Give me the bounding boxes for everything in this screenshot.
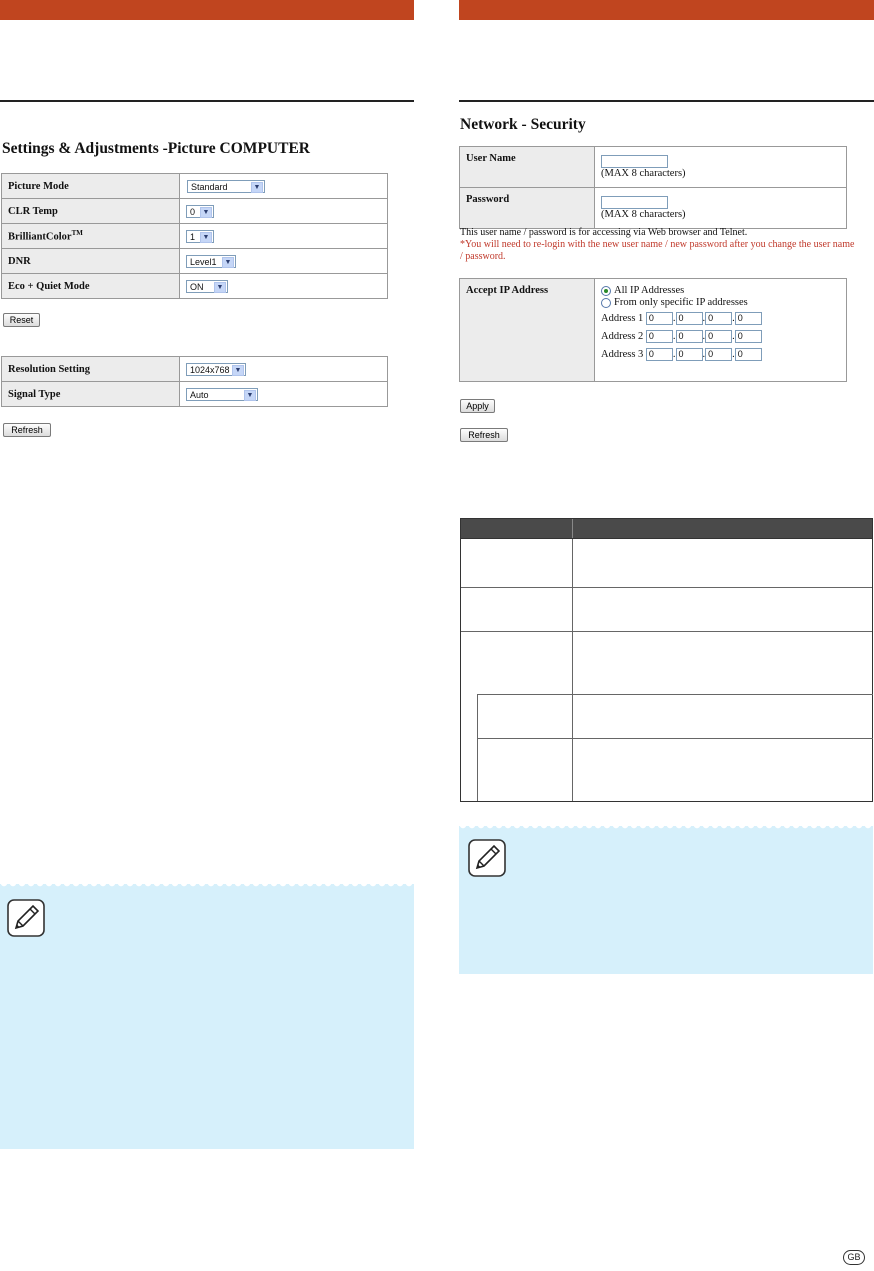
- eco-quiet-select[interactable]: ON ▼: [186, 280, 228, 293]
- chevron-down-icon: ▼: [200, 232, 212, 243]
- settings-table-header: [460, 518, 873, 539]
- picture-settings-table: [1, 173, 388, 299]
- left-divider: [0, 100, 414, 102]
- refresh-button-left[interactable]: Refresh: [3, 423, 51, 437]
- security-section-title: Network - Security: [460, 116, 586, 133]
- address-3-octet-3[interactable]: 0: [705, 348, 732, 361]
- clr-temp-label: CLR Temp: [2, 199, 180, 224]
- address-1-octet-1[interactable]: 0: [646, 312, 673, 325]
- left-header-bar: [0, 0, 414, 20]
- table-row: [2, 174, 388, 199]
- chevron-down-icon: ▼: [251, 182, 263, 193]
- password-hint: (MAX 8 characters): [601, 209, 686, 220]
- table-row: [2, 224, 388, 249]
- resolution-select[interactable]: 1024x768 ▼: [186, 363, 246, 376]
- credentials-table: [459, 146, 847, 229]
- address-3-octet-4[interactable]: 0: [735, 348, 762, 361]
- picture-mode-label: Picture Mode: [2, 174, 180, 199]
- right-note-box: [459, 826, 873, 974]
- clr-temp-select[interactable]: 0 ▼: [186, 205, 214, 218]
- signal-type-select[interactable]: Auto ▼: [186, 388, 258, 401]
- right-header-bar: [459, 0, 874, 20]
- radio-all-ip[interactable]: All IP Addresses: [601, 285, 840, 297]
- dnr-label: DNR: [2, 249, 180, 274]
- table-row: [2, 249, 388, 274]
- chevron-down-icon: ▼: [214, 282, 226, 293]
- signal-type-label: Signal Type: [2, 382, 180, 407]
- address-3-octet-2[interactable]: 0: [676, 348, 703, 361]
- password-label: Password: [460, 188, 595, 229]
- pencil-note-icon: [467, 838, 507, 878]
- address-2-octet-1[interactable]: 0: [646, 330, 673, 343]
- table-row: [460, 279, 847, 382]
- table-row: [460, 188, 847, 229]
- accept-ip-label: Accept IP Address: [460, 279, 595, 382]
- relogin-warning-text: *You will need to re-login with the new user name / new password after you change the user name / password.: [460, 239, 855, 262]
- user-name-hint: (MAX 8 characters): [601, 168, 686, 179]
- chevron-down-icon: ▼: [200, 207, 212, 218]
- user-name-input[interactable]: [601, 155, 668, 168]
- picture-mode-select[interactable]: Standard ▼: [187, 180, 265, 193]
- address-2-octet-4[interactable]: 0: [735, 330, 762, 343]
- chevron-down-icon: ▼: [244, 390, 256, 401]
- settings-table-body: [460, 539, 873, 802]
- address-row-3: Address 3 0 . 0 . 0 . 0: [601, 348, 840, 363]
- brilliantcolor-label: BrilliantColor™: [2, 224, 180, 249]
- table-row: [2, 199, 388, 224]
- chevron-down-icon: ▼: [232, 365, 244, 376]
- table-row: [2, 274, 388, 299]
- address-3-octet-1[interactable]: 0: [646, 348, 673, 361]
- accept-ip-table: [459, 278, 847, 382]
- password-input[interactable]: [601, 196, 668, 209]
- address-row-1: Address 1 0 . 0 . 0 . 0: [601, 312, 840, 327]
- region-badge: GB: [843, 1250, 865, 1265]
- radio-specific-ip[interactable]: From only specific IP addresses: [601, 297, 840, 309]
- dnr-select[interactable]: Level1 ▼: [186, 255, 236, 268]
- reset-button[interactable]: Reset: [3, 313, 40, 327]
- address-2-octet-3[interactable]: 0: [705, 330, 732, 343]
- table-row: [2, 357, 388, 382]
- pencil-note-icon: [6, 898, 46, 938]
- address-1-octet-3[interactable]: 0: [705, 312, 732, 325]
- resolution-label: Resolution Setting: [2, 357, 180, 382]
- apply-button[interactable]: Apply: [460, 399, 495, 413]
- eco-quiet-label: Eco + Quiet Mode: [2, 274, 180, 299]
- radio-selected-icon: [601, 286, 611, 296]
- signal-settings-table: [1, 356, 388, 407]
- refresh-button-right[interactable]: Refresh: [460, 428, 508, 442]
- address-1-octet-2[interactable]: 0: [676, 312, 703, 325]
- picture-section-title: Settings & Adjustments -Picture COMPUTER: [2, 140, 310, 157]
- chevron-down-icon: ▼: [222, 257, 234, 268]
- table-row: [460, 147, 847, 188]
- radio-unselected-icon: [601, 298, 611, 308]
- address-2-octet-2[interactable]: 0: [676, 330, 703, 343]
- credentials-info-text: This user name / password is for accessing via Web browser and Telnet.: [460, 227, 748, 238]
- table-row: [2, 382, 388, 407]
- address-1-octet-4[interactable]: 0: [735, 312, 762, 325]
- address-row-2: Address 2 0 . 0 . 0 . 0: [601, 330, 840, 345]
- brilliantcolor-select[interactable]: 1 ▼: [186, 230, 214, 243]
- right-divider: [459, 100, 874, 102]
- left-note-box: [0, 884, 414, 1149]
- user-name-label: User Name: [460, 147, 595, 188]
